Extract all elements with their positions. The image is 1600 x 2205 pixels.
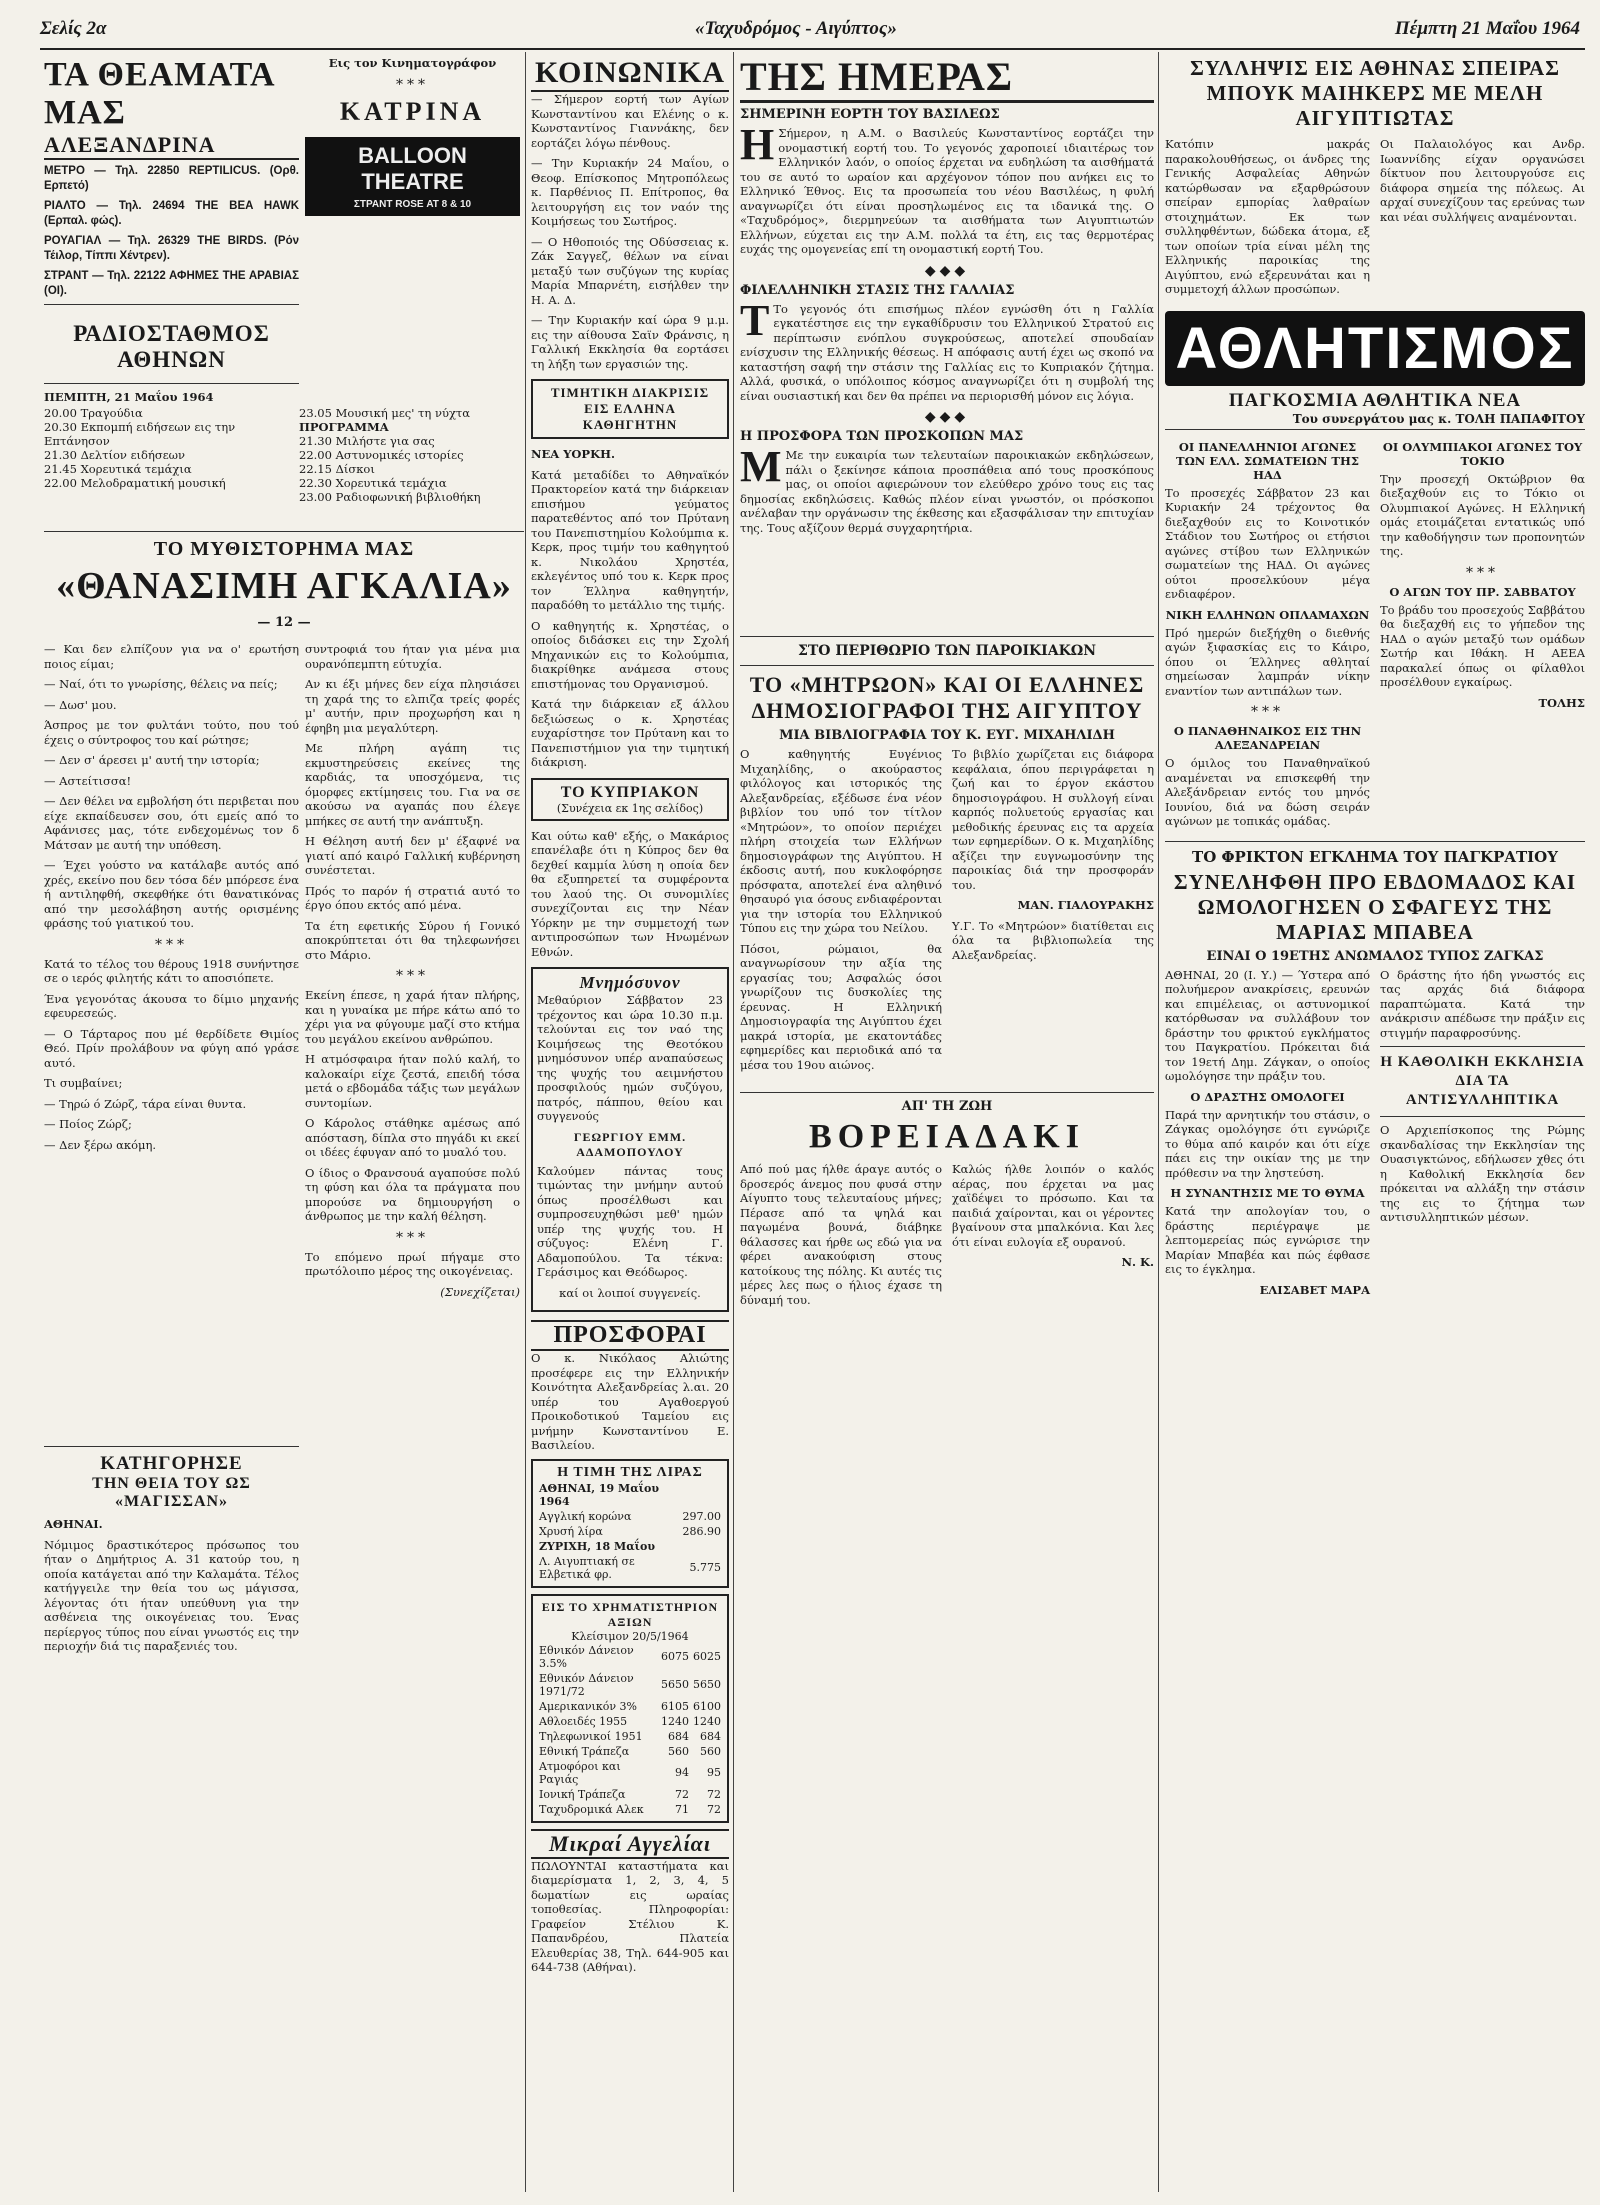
gold-value — [681, 1481, 724, 1509]
theatres-heading: ΤΑ ΘΕΑΜΑΤΑ ΜΑΣ — [44, 56, 274, 131]
novel-paragraph: — Ναί, ότι το γνωρίσης, θέλεις να πείς; — [44, 677, 278, 691]
athletics-subtitle: ΠΑΓΚΟΣΜΙΑ ΑΘΛΗΤΙΚΑ ΝΕΑ — [1228, 389, 1522, 411]
novel-paragraph: Ένα γεγονότας άκουσα το δίμιο μηχανής εφευρεσεώς. — [44, 991, 299, 1020]
table-row — [537, 1524, 723, 1539]
mitroon-subtitle: ΜΙΑ ΒΙΒΛΙΟΓΡΑΦΙΑ ΤΟΥ Κ. ΕΥΓ. ΜΙΧΑΗΛΙΔΗ — [779, 728, 1115, 743]
crime-subtitle: ΕΙΝΑΙ Ο 19ΕΤΗΣ ΑΝΩΜΑΛΟΣ ΤΥΠΟΣ ΖΑΓΚΑΣ — [1206, 948, 1544, 964]
novel-paragraph: — Ο Τάρταρος που μέ θερδίδετε Θιμίος Θεό. Πρίν προλάβουν να φύγη από γράσε αυτό. — [44, 1026, 299, 1070]
gold-price-title: Η ΤΙΜΗ ΤΗΣ ΛΙΡΑΣ — [557, 1464, 703, 1480]
meet-title: Η ΣΥΝΑΝΤΗΣΙΣ ΜΕ ΤΟ ΘΥΜΑ — [1170, 1186, 1365, 1200]
stock-value: 94 — [675, 1766, 689, 1779]
stock-value: 72 — [707, 1802, 721, 1816]
novel-body-right — [305, 642, 520, 2182]
stocks-box — [531, 1594, 729, 1823]
footer-signature: ΕΛΙΣΑΒΕΤ ΜΑΡΑ — [1259, 1282, 1370, 1297]
social-item: — Ο Ηθοποιός της Οδύσσειας κ. Ζάκ Σαγγεζ, θέλων να είναι μεταξύ των συζύγων της κυρίας Μαρία Μπαρνέτη, εισήλθεν την Η. Α. Δ. — [531, 234, 729, 307]
radio-slot: 21.30 Μιλήστε για σας — [299, 434, 435, 448]
stock-value: 5650 — [693, 1678, 721, 1691]
radio-slot: 22.00 Αστυνομικές ιστορίες — [299, 448, 464, 462]
novel-paragraph: — Δεν σ' άρεσει μ' αυτή την ιστορία; — [44, 753, 260, 767]
katrina-kicker: Εις τον Κινηματογράφον — [328, 56, 497, 70]
column-mitroon — [740, 630, 1154, 2190]
novel-paragraph: Εκείνη έπεσε, η χαρά ήταν πλήρης, και η γυναίκα με πήρε κάτω από το χέρι για να φύγουμε μαζί στο κτήμα του μεγάλου εκείνου ανθρώπου. — [305, 988, 520, 1046]
mitroon-postscript: Υ.Γ. Το «Μητρώον» διατίθεται εις όλα τα βιβλιοπωλεία της Αλεξανδρείας. — [952, 918, 1154, 962]
alexandria-heading: ΑΛΕΞΑΝΔΡΙΝΑ — [44, 132, 299, 160]
novel-paragraph: — Δωσ' μου. — [44, 697, 117, 712]
stock-value: 5650 — [661, 1678, 689, 1691]
table-row — [537, 1481, 723, 1509]
gold-label: ΑΘΗΝΑΙ, 19 Μαΐου 1964 — [539, 1481, 659, 1508]
sports-paragraph: Το προσεχές Σάββατον 23 και Κυριακήν 24 τρέχοντος θα διεξαχθούν εις το Κοινοτικόν Στάδιον του Σωτήρος οι ετήσιοι αγώνες στίβου των Ελληνικών σωματείων της ΗΑΔ. Οι αγώνες ούτοι προσελκύουν μέγα ενδιαφέρον. — [1165, 485, 1370, 601]
arrest-paragraph: Οι Παλαιολόγος και Ανδρ. Ιωαννίδης είχαν οργανώσει δίκτυον που λειτουργούσε εις διάφορα σημεία της πόλεως. Αι αρχαί συνεχίζουν τας ερεύνας των και νέαι συλλήψεις αναμένονται. — [1380, 137, 1585, 224]
cinema-listing: ΜΕΤΡΟ — Τηλ. 22850 REPTILICUS. (Ορθ. Ερπετό) — [44, 165, 299, 192]
dropcap: Η — [740, 120, 775, 169]
novel-paragraph: Ο ίδιος ο Φρανσουά αγαπούσε πολύ τη φύση και όλα τα πράγματα που μπορούσε να δημιουργήση ο άνθρωπος με την καλή θέληση. — [305, 1165, 520, 1223]
section-stars: *** — [396, 76, 429, 93]
life-title: ΒΟΡΕΙΑΔΑΚΙ — [809, 1118, 1085, 1155]
stock-name: Ατμοφόροι και Ραγιάς — [539, 1759, 621, 1786]
scouts-title: Η ΠΡΟΣΦΟΡΑ ΤΩΝ ΠΡΟΣΚΟΠΩΝ ΜΑΣ — [740, 429, 1024, 444]
tribute-paragraph: Ο καθηγητής κ. Χρηστέας, ο οποίος διδάσκει εις την Σχολή Μηχανικών εις το Κολούμπια, διακρίθηκε ανάμεσα στους επιστήμονας του Οργανισμού. — [531, 618, 729, 691]
stock-value: 71 — [675, 1802, 689, 1816]
column-divider — [733, 52, 734, 2192]
classified-paragraph: ΠΩΛΟΥΝΤΑΙ καταστήματα και διαμερίσματα 1, 2, 3, 4, 5 δωματίων εις ωραίας τοποθεσίας. Πληροφορίαι: Γραφείον Στέλιου Κ. Παπανδρέου, Πλατεία Ελευθερίας 38, Τηλ. 644-905 και 644-738 (Αθήναι). — [531, 1858, 729, 1974]
sports-headline: ΝΙΚΗ ΕΛΛΗΝΩΝ ΟΠΛΑΜΑΧΩΝ — [1165, 607, 1370, 622]
table-row — [537, 1509, 723, 1524]
balloon-theatre-title: BALLOON THEATRE — [358, 142, 467, 194]
novel-paragraph: Κατά το τέλος του θέρους 1918 συνήντησε σε ο ιερός φιλητής κάτι το αποσιόπετε. — [44, 956, 299, 985]
table-row — [537, 1699, 723, 1714]
cyprus-headline-box — [531, 778, 729, 821]
novel-paragraph: Η Θέληση αυτή δεν μ' έξαφνέ να γιατί από καιρό Γαλλική κυβέρνηση συνέστεται. — [305, 834, 520, 877]
arrest-title: ΣΥΛΛΗΨΙΣ ΕΙΣ ΑΘΗΝΑΣ ΣΠΕΙΡΑΣ ΜΠΟΥΚ ΜΑΙΗΚΕΡΣ ΜΕ ΜΕΛΗ ΑΙΓΥΠΤΙΩΤΑΣ — [1190, 56, 1560, 130]
social-item: — Την Κυριακήν 24 Μαΐου, ο Θεοφ. Επίσκοπος Μητροπόλεως κ. Παρθένιος Π. Επίτροπος, θα λειτουργήση εις τον ναόν της Κοιμήσεως του Σωτήρος. — [531, 156, 729, 228]
column-divider — [525, 52, 526, 2192]
kings-nameday-text: Σήμερον, η Α.Μ. ο Βασιλεύς Κωνσταντίνος εορτάζει την ονομαστική εορτή του. Το γεγονός χαροποιεί ιδιαιτέρως τον Ελληνικόν λαόν, ο οποίος έρχεται να ευδηλώση τα αισθήματά του σε αυτό το ωραίον και αρχέγονον τόπον που ανήκει εις το Ελληνικό Έθνος. Εις τα προσωπεία του νέου Βασιλέως, η φυλή αναγνωρίζει ότι είναι προσηλωμένος εις τα ιδανικά της. Ο «Ταχυδρόμος», διερμηνεύων τα αισθήματα των Αιγυπτιωτών Ελλήνων, εύχεται εις την Α.Μ. πολλά τα έτη, εις τας θερμοτέρας ευχάς της ομογενείας επί τη ονομαστική εορτή Του. — [740, 126, 1154, 256]
section-stars: *** — [155, 936, 188, 953]
stock-name: Εθνική Τράπεζα — [539, 1744, 630, 1758]
novel-paragraph: Άσπρος με τον φυλτάνι τούτο, που τού έχεις ο σύντροφος του καί ρώτησε; — [44, 718, 299, 747]
section-stars: *** — [396, 968, 429, 984]
kings-nameday-paragraph — [740, 120, 1154, 257]
column-divider — [1158, 52, 1159, 2192]
stock-value: 6075 — [661, 1650, 689, 1663]
novel-paragraph: Τι συμβαίνει; — [44, 1076, 123, 1090]
novel-signature: (Συνεχίζεται) — [440, 1284, 520, 1299]
novel-header — [44, 525, 524, 640]
masthead — [40, 18, 1580, 48]
novel-paragraph: — Και δεν ελπίζουν για να ο' ερωτήση ποιος είμαι; — [44, 642, 299, 671]
section-stars: ◆◆◆ — [924, 262, 970, 279]
masthead-rule — [40, 48, 1585, 50]
balloon-theatre-subtitle: ΣΤΡΑΝΤ ROSE ΑΤ 8 & 10 — [353, 198, 472, 210]
stock-value: 6025 — [693, 1650, 721, 1663]
novel-paragraph: Με πλήρη αγάπη τις εκμυστηρεύσεις εκείνες της καρδιάς, τα υποσχόμενα, τις όμορφες εκτίμησεις του. Για να σε ακούσω να αγαπάς που έλεγε μπήκες σε αυτή την ανάπτυξη. — [305, 741, 520, 828]
table-row — [537, 1759, 723, 1787]
crime-kicker: ΤΟ ΦΡΙΚΤΟΝ ΕΓΚΛΗΜΑ ΤΟΥ ΠΑΓΚΡΑΤΙΟΥ — [1192, 847, 1558, 866]
meet-paragraph: Κατά την απολογίαν του, ο δράστης περιέγραψε με λεπτομερείας πώς εγνώρισε την Μαρίαν Μπαβέα και πώς έφθασε εις το έγκλημα. — [1165, 1204, 1370, 1276]
cyprus-paragraph: Και ούτω καθ' εξής, ο Μακάριος επανέλαβε ότι η Κύπρος δεν θα δεχθεί καμμία λύση η οποία δεν θα εξυπηρετεί τα συμφέροντα του λαού της. Οι συνομιλίες συνεχίζονται εις την Νέαν Υόρκην με την συμμετοχή των αντιπροσώπων των Ηνωμένων Εθνών. — [531, 828, 729, 959]
section-rule — [1380, 1046, 1585, 1047]
gold-label: Λ. Αιγυπτιακή σε Ελβετικά φρ. — [539, 1554, 635, 1581]
gold-price-table — [537, 1481, 723, 1582]
category-story — [44, 1440, 299, 2190]
confess-title: Ο ΔΡΑΣΤΗΣ ΟΜΟΛΟΓΕΙ — [1190, 1089, 1345, 1104]
radio-slot: 22.15 Δίσκοι — [299, 462, 375, 476]
novel-paragraph: — Αστείτισσα! — [44, 773, 132, 788]
confess-paragraph: Παρά την αρνητικήν του στάσιν, ο Ζάγκας ομολόγησε ότι εγνώριζε το θύμα από καιρόν και ότι είχε πάει εις την οικίαν της με την πρόθεσιν να την ληστεύση. — [1165, 1107, 1370, 1180]
category-subtitle: ΤΗΝ ΘΕΙΑ ΤΟΥ ΩΣ «ΜΑΓΙΣΣΑΝ» — [92, 1475, 251, 1510]
sports-paragraph: Την προσεχή Οκτώβριον θα διεξαχθούν εις το Τόκιο οι Ολυμπιακοί Αγώνες. Η Ελληνική ομάς ετοιμάζεται εντατικώς υπό την καθοδήγησιν των προπονητών της. — [1380, 471, 1585, 558]
athletics-banner: ΑΘΛΗΤΙΣΜΟΣ — [1165, 311, 1585, 386]
tribute-paragraph: Κατά μεταδίδει το Αθηναϊκόν Πρακτορείον κατά την διάρκειαν επισήμου γεύματος παρατεθέντος από τον Πρύτανη του Πανεπιστημίου Κολούμπια κ. Κερκ, προς τιμήν του καθηγητού κ. Νικολάου Χρηστέα, εκλεγέντος υπό του κ. Κερκ προς τον Έλληνα καθηγητήν, παραδόθη το μετάλλιο της τιμής. — [531, 467, 729, 612]
crime-paragraph: ΑΘΗΝΑΙ, 20 (Ι. Υ.) — Ύστερα από πολυήμερον ανακρίσεις, ερευνών και επιμέλειας, οι αστυνομικοί κατόρθωσαν να συλλάβουν τον δράστην του φρικτού εγκλήματος του Παγκρατίου. Πρόκειται διά τον 19ετή Δημ. Ζάγκαν, ο οποίος ωμολόγησε την πράξιν του. — [1165, 967, 1370, 1083]
section-rule — [44, 304, 299, 305]
radio-heading: ΡΑΔΙΟΣΤΑΘΜΟΣ ΑΘΗΝΩΝ — [73, 321, 270, 372]
france-stance-paragraph — [740, 295, 1154, 404]
novel-paragraph: Η ατμόσφαιρα ήταν πολύ καλή, το καλοκαίρι είχε ζεστά, επειδή τόσα μετά ο εβδομάδα τάξις των μεγάλων συντομίων. — [305, 1052, 520, 1110]
table-row — [537, 1671, 723, 1699]
stock-name: Ιονική Τράπεζα — [539, 1787, 626, 1801]
cyprus-title: ΤΟ ΚΥΠΡΙΑΚΟΝ — [560, 783, 700, 801]
sports-headline: ΟΙ ΟΛΥΜΠΙΑΚΟΙ ΑΓΩΝΕΣ ΤΟΥ ΤΟΚΙΟ — [1382, 439, 1583, 468]
memorial-title: Μνημόσυνον — [579, 973, 681, 992]
table-row — [537, 1802, 723, 1817]
social-item: — Σήμερον εορτή των Αγίων Κωνσταντίνου και Ελένης ο κ. Κωνσταντίνος Γιαννάκης, δεν εορτάζει λόγω πένθους. — [531, 92, 729, 150]
gold-label: Αγγλική κορώνα — [539, 1509, 632, 1523]
stocks-table — [537, 1643, 723, 1817]
radio-slot: 22.00 Μελοδραματική μουσική — [44, 476, 226, 490]
tribute-title: ΤΙΜΗΤΙΚΗ ΔΙΑΚΡΙΣΙΣ ΕΙΣ ΕΛΛΗΝΑ ΚΑΘΗΓΗΤΗΝ — [550, 385, 710, 432]
sports-headline: ΟΙ ΠΑΝΕΛΛΗΝΙΟΙ ΑΓΩΝΕΣ ΤΩΝ ΕΛΛ. ΣΩΜΑΤΕΙΩΝ ΤΗΣ ΗΑΔ — [1176, 439, 1359, 482]
stock-value: 1240 — [693, 1714, 721, 1728]
tribute-headline-box — [531, 379, 729, 439]
category-dateline: ΑΘΗΝΑΙ. — [44, 1517, 103, 1531]
sports-paragraph: Το βράδυ του προσεχούς Σαββάτου θα διεξαχθή εις το γήπεδον της ΗΑΔ ο αγών μεταξύ των ομάδων Σωτήρ και Ιθάκη. Η ΑΕΕΑ παρακαλεί όπως οι φίλαθλοι προσέλθουν εγκαίρως. — [1380, 602, 1585, 689]
crime-paragraph: Ο δράστης ήτο ήδη γνωστός εις τας αρχάς διά διάφορα παραπτώματα. Κατά την ανάκρισιν απέδωσε την πράξιν εις στιγμήν παραφροσύνης. — [1380, 967, 1585, 1040]
dropcap: Τ — [740, 295, 770, 345]
stock-value: 72 — [707, 1787, 721, 1801]
memorial-paragraph: Καλούμεν πάντας τους τιμώντας την μνήμην αυτού όπως προσέλθωσι και συμπροσευχηθώσι μεθ' ημών υπέρ της ψυχής του. Η σύζυγος: Ελένη Γ. Αδαμοπούλου. Τα τέκνα: Γεράσιμος και Θεόδωρος. — [537, 1163, 723, 1279]
novel-paragraph: Πρός το παρόν ή στρατιά αυτό το έργο όπου εκτός από μένα. — [305, 883, 520, 912]
section-rule — [44, 1446, 299, 1447]
life-kicker: ΑΠ' ΤΗ ΖΩΗ — [901, 1099, 993, 1114]
novel-paragraph: συντροφιά του ήταν για μένα μια ουρανόπεμπτη εύτυχία. — [305, 642, 520, 671]
classified-title: Μικραί Αγγελίαι — [531, 1829, 729, 1859]
kings-nameday-title: ΣΗΜΕΡΙΝΗ ΕΟΡΤΗ ΤΟΥ ΒΑΣΙΛΕΩΣ — [740, 107, 1000, 122]
sports-signature: ΤΟΛΗΣ — [1538, 695, 1585, 710]
cyprus-subtitle: (Συνέχεια εκ 1ης σελίδος) — [556, 801, 704, 815]
gold-label: Χρυσή λίρα — [539, 1524, 603, 1538]
radio-slot: ΠΡΟΓΡΑΜΜΑ — [299, 420, 389, 434]
church-paragraph: Ο Αρχιεπίσκοπος της Ρώμης σκανδαλίσας την Εκκλησίαν της Ουασιγκτώνος, εδήλωσεν χθες ότι η Καθολική Εκκλησία δεν πρόκειται να αλλάξη την στάσιν της εις το ζήτημα των αντισυλληπτικών μέσων. — [1380, 1123, 1585, 1224]
sports-paragraph: Πρό ημερών διεξήχθη ο διεθνής αγών ξιφασκίας εις το Κάιρο, όπου οι Έλληνες αθληταί σημείωσαν λαμπράν νίκην εναντίον των αντιπάλων των. — [1165, 625, 1370, 698]
stock-value: 1240 — [661, 1714, 689, 1728]
stock-value: 95 — [707, 1766, 721, 1779]
offers-paragraph: Ο κ. Νικόλαος Αλιώτης προσέφερε εις την Ελληνικήν Κοινότητα Αλεξανδρείας λ.αι. 20 υπέρ του Αγαθοεργού Προικοδοτικού Ταμείου εις μνήμην Κωνσταντίνου Ε. Βασιλείου. — [531, 1351, 729, 1452]
section-rule — [1165, 841, 1585, 842]
crime-title: ΣΥΝΕΛΗΦΘΗ ΠΡΟ ΕΒΔΟΜΑΔΟΣ ΚΑΙ ΩΜΟΛΟΓΗΣΕΝ Ο ΣΦΑΓΕΥΣ ΤΗΣ ΜΑΡΙΑΣ ΜΠΑΒΕΑ — [1173, 869, 1577, 944]
gold-value — [681, 1539, 724, 1554]
mitroon-author: ΜΑΝ. ΓΙΑΛΟΥΡΑΚΗΣ — [1017, 898, 1154, 912]
life-signature: Ν. Κ. — [1121, 1255, 1154, 1269]
novel-paragraph: Ο Κάρολος στάθηκε αμέσως από απόσταση, δίπλα στο πηγάδι κι εκεί οι ιδέες έφυγαν από το μυαλό του. — [305, 1116, 520, 1159]
mitroon-paragraph: Πόσοι, ρώμαιοι, θα αναγνωρίσουν την αξία της εργασίας του; Ασφαλώς όσοι γνωρίζουν τις δυσκολίες της έρευνας. Η Ελληνική Δημοσιογραφία της Αιγύπτου έχει μακρά ιστορία, με εκατοντάδες εφημερίδες και περιοδικά από τα μέσα του 19ου αιώνος. — [740, 941, 942, 1072]
table-row — [537, 1554, 723, 1582]
life-paragraph: Καλώς ήλθε λοιπόν ο καλός αέρας, που έρχεται να μας χαϊδέψει το πρόσωπο. Και τα παιδιά χαίρονται, και οι γέροντες βγαίνουν στα μπαλκόνια. Και λες ότι είναι ευλογία εξ ουρανού. — [952, 1162, 1154, 1249]
radio-slot: 23.00 Ραδιοφωνική βιβλιοθήκη — [299, 490, 481, 504]
category-paragraph: Νόμιμος δραστικότερος πρόσωπος του ήταν ο Δημήτριος Α. 31 κατούρ του, η οποία κατάγεται από την Καλαμάτα. Τέλος κατήγγειλε την θεία του ως μάγισσα, λέγοντας ότι ήταν υπεύθυνη για την ασθένεια της οικογένειας του. Ένας περίεργος τύπος που είναι γνωστός εις την περιοχήν διά τις παραξενιές του. — [44, 1537, 299, 1653]
section-stars: ◆◆◆ — [924, 409, 970, 425]
section-rule — [740, 665, 1154, 666]
memorial-name: ΓΕΩΡΓΙΟΥ ΕΜΜ. ΑΔΑΜΟΠΟΥΛΟΥ — [573, 1129, 687, 1159]
section-stars: *** — [1251, 704, 1284, 720]
gold-value: 297.00 — [682, 1509, 721, 1523]
table-row — [537, 1714, 723, 1729]
column-katrina — [305, 56, 520, 286]
section-rule — [1380, 1116, 1585, 1117]
gold-value: 5.775 — [689, 1561, 721, 1574]
radio-slot: 20.00 Τραγούδια — [44, 406, 143, 420]
stock-value: 560 — [700, 1744, 721, 1758]
novel-paragraph: — Έχει γούστο να κατάλαβε αυτός από χρές, εκείνο που δεν τόσα δέν μπόρεσε ένα ή αντιληφθή, σκεφθήκε ότι θανατικόνας από την μεσολάβηση αυτής ορισμένης φράσης τού γιατικού του. — [44, 858, 299, 930]
parish-margin-banner: ΣΤΟ ΠΕΡΙΘΩΡΙΟ ΤΩΝ ΠΑΡΟΙΚΙΑΚΩΝ — [797, 643, 1097, 659]
balloon-theatre-ad — [305, 137, 520, 216]
stock-name: Εθνικόν Δάνειον 1971/72 — [539, 1671, 634, 1698]
section-rule — [740, 636, 1154, 637]
radio-date: ΠΕΜΠΤΗ, 21 Μαΐου 1964 — [44, 390, 214, 404]
mitroon-paragraph: Το βιβλίο χωρίζεται εις διάφορα κεφάλαια, όπου περιγράφεται η ζωή και το έργον εκάστου δημοσιογράφου. Η συλλογή είναι καρπός πολυετούς εργασίας και μεθοδικής έρευνας εις τα αρχεία των εφημερίδων. Ο κ. Μιχαηλίδης αξίζει την ευγνωμοσύνην της παροικίας διά την προσφοράν του. — [952, 747, 1154, 892]
novel-paragraph: — Δεν ξέρω ακόμη. — [44, 1137, 157, 1152]
stock-value: 684 — [668, 1729, 689, 1743]
stock-value: 6105 — [661, 1699, 689, 1713]
stock-name: Αμερικανικόν 3% — [539, 1699, 638, 1713]
novel-paragraph: — Τηρώ ό Ζώρζ, τάρα είναι θυντα. — [44, 1096, 247, 1111]
cinema-listing: ΣΤΡΑΝΤ — Τηλ. 22122 ΑΦΗΜΕΣ ΤΗΕ ΑΡΑΒΙΑΣ (ΟΙ). — [44, 270, 299, 297]
page-number: Σελίς 2α — [40, 18, 107, 39]
scouts-text: Με την ευκαιρία των τελευταίων παροικιακών εκδηλώσεων, πάλι ο ξεκίνησε κάποια προσπάθεια από τους προσκόπους μας, οι οποίοι αφιερώνουν τον ελεύθερο χρόνο τους εις τας δημοσίας εκδηλώσεις. Καθώς πλέον είναι γνωστόν, οι πρόσκοποι ανέλαβαν την οργάνωσιν της έκθεσης και εξασφάλισαν την επιτυχίαν της. Τους αξίζουν θερμά συγχαρητήρια. — [740, 448, 1154, 535]
of-the-day-title: ΤΗΣ ΗΜΕΡΑΣ — [740, 56, 1154, 103]
stock-value: 72 — [675, 1787, 689, 1801]
column-social — [531, 56, 729, 2196]
column-arrest-sports — [1165, 56, 1585, 2196]
novel-body-left — [44, 642, 299, 1202]
section-stars: *** — [1466, 564, 1499, 581]
stock-name: Ταχυδρομικά Αλεκ — [539, 1802, 644, 1816]
sports-headline: Ο ΑΓΩΝ ΤΟΥ ΠΡ. ΣΑΒΒΑΤΟΥ — [1389, 584, 1576, 599]
stocks-subtitle: Κλείσιμον 20/5/1964 — [571, 1629, 689, 1643]
newspaper-name: «Ταχυδρόμος - Αιγύπτος» — [695, 18, 897, 39]
memorial-paragraph: Μεθαύριον Σάββατον 23 τρέχοντος και ώρα 10.30 π.μ. τελούνται εις τον ναό της Κοιμήσεως της Θεοτόκου μνημόσυνον υπέρ αναπαύσεως της ψυχής του αειμνήστου προσφιλούς ημών συζύγου, πατρός, πάππου, θείου και συγγενούς — [537, 993, 723, 1123]
novel-paragraph: Αν κι έξι μήνες δεν είχα πλησιάσει τη χαρά της το ελπιζα τρείς φορές μ' αυτήν, πριν προχωρήση και η έφηβη μια μεγαλύτερη. — [305, 677, 520, 735]
scouts-paragraph — [740, 442, 1154, 535]
cinema-listing: ΡΙΑΛΤΟ — Τηλ. 24694 THE BEA HAWK (Ερπαλ. φώς). — [44, 200, 299, 227]
mitroon-paragraph: Ο καθηγητής Ευγένιος Μιχαηλίδης, ο ακούραστος φιλόλογος και ιστορικός της Αλεξανδρείας, εξέδωσε ένα νέον βιβλίον του υπό τον τίτλον «Μητρώον», το οποίον περιέχει πλήρη στοιχεία των Ελλήνων δημοσιογράφων της Αιγύπτου. Η έκδοσις αυτή, που κυκλοφόρησε πρόσφατα, αποτελεί ένα αληθινό θησαυρό για όσους ενδιαφέρονται για την ιστορία του Ελληνικού Τύπου εις την χώρα του Νείλου. — [740, 747, 942, 935]
stock-value: 6100 — [693, 1699, 721, 1713]
stock-name: Εθνικόν Δάνειον 3.5% — [539, 1643, 634, 1670]
memorial-signoff: καί οι λοιποί συγγενείς. — [559, 1285, 701, 1300]
social-item: — Την Κυριακήν καί ώρα 9 μ.μ. εις την αίθουσα Σαϊν Φράνσις, η Γαλλική Εκκλησία θα εορτάσει τη λήξη των εργασιών της. — [531, 313, 729, 371]
column-of-the-day — [740, 56, 1154, 626]
social-heading: ΚΟΙΝΩΝΙΚΑ — [531, 56, 729, 92]
issue-date: Πέμπτη 21 Μαΐου 1964 — [1394, 18, 1580, 39]
radio-slot: 21.30 Δελτίον ειδήσεων — [44, 448, 186, 462]
gold-price-box — [531, 1459, 729, 1588]
cinema-listing: ΡΟΥΑΓΙΑΛ — Τηλ. 26329 THE BIRDS. (Ρόν Τέιλορ, Τίππι Χέντρεν). — [44, 235, 299, 262]
dropcap: Μ — [740, 442, 782, 491]
radio-slot: 22.30 Χορευτικά τεμάχια — [299, 476, 447, 490]
section-rule — [44, 383, 299, 384]
gold-label: ΖΥΡΙΧΗ, 18 Μαΐου — [539, 1539, 655, 1553]
table-row — [537, 1643, 723, 1671]
section-rule — [44, 531, 524, 532]
tribute-dateline: ΝΕΑ ΥΟΡΚΗ. — [531, 447, 615, 461]
stocks-title: ΕΙΣ ΤΟ ΧΡΗΜΑΤΙΣΤΗΡΙΟΝ ΑΞΙΩΝ — [541, 1599, 719, 1629]
novel-title: «ΘΑΝΑΣΙΜΗ ΑΓΚΑΛΙΑ» — [56, 565, 512, 607]
mitroon-title: ΤΟ «ΜΗΤΡΩΟΝ» ΚΑΙ ΟΙ ΕΛΛΗΝΕΣ ΔΗΜΟΣΙΟΓΡΑΦΟΙ ΤΗΣ ΑΙΓΥΠΤΟΥ — [749, 672, 1145, 723]
novel-chapter: — 12 — — [257, 615, 311, 630]
sports-headline: Ο ΠΑΝΑΘΗΝΑΙΚΟΣ ΕΙΣ ΤΗΝ ΑΛΕΞΑΝΔΡΕΙΑΝ — [1173, 724, 1362, 752]
novel-paragraph: Τα έτη εφετικής Σύρου ή Γονικό αποκρύπτεται ότι θα τηλεφωνήσει στο Μάριο. — [305, 918, 520, 962]
church-title: Η ΚΑΘΟΛΙΚΗ ΕΚΚΛΗΣΙΑ ΔΙΑ ΤΑ ΑΝΤΙΣΥΛΛΗΠΤΙΚΑ — [1380, 1054, 1585, 1108]
table-row — [537, 1744, 723, 1759]
table-row — [537, 1729, 723, 1744]
table-row — [537, 1539, 723, 1554]
tribute-paragraph: Κατά την διάρκειαν εξ άλλου δεξιώσεως ο κ. Χρηστέας ευχαρίστησε τον Πρύτανη και το Πανεπιστήμιον για την τιμητική διάκριση. — [531, 697, 729, 769]
radio-slot: 23.05 Μουσική μες' τη νύχτα — [299, 406, 471, 420]
gold-value: 286.90 — [682, 1524, 721, 1538]
category-title: ΚΑΤΗΓΟΡΗΣΕ — [100, 1453, 243, 1474]
novel-kicker: ΤΟ ΜΥΘΙΣΤΟΡΗΜΑ ΜΑΣ — [153, 538, 415, 560]
france-stance-text: Το γεγονός ότι επισήμως πλέον εγνώσθη ότι η Γαλλία εγκατέστησε εις την εγκαθίδρυσιν του Ελληνικού Στρατού εις περίπτωσιν ενόπλου συγκρούσεως, αποτελεί σπουδαίαν ενίσχυσιν της Ελληνικής θέσεως. Η απόφασις αυτή έχει ως σκοπό να καταστήση σαφή την στάσιν της Γαλλίας εις το Κυπριακόν ζήτημα. Αλλά, φυσικά, ο υπόλοιπος κόσμος αναγνωρίζει ότι η συμβολή της είναι ουσιαστική και δεν θα πρέπει να περιορισθή μόνον εις λόγια. — [740, 301, 1154, 403]
stock-value: 684 — [700, 1729, 721, 1743]
novel-paragraph: Το επόμενο πρωί πήγαμε στο πρωτόλοιπο μέρος της οικογένειας. — [305, 1249, 520, 1278]
stock-name: Τηλεφωνικοί 1951 — [539, 1729, 643, 1743]
novel-paragraph: — Ποίος Ζώρζ; — [44, 1117, 132, 1131]
section-stars: *** — [396, 1229, 429, 1246]
arrest-paragraph: Κατόπιν μακράς παρακολουθήσεως, οι άνδρες της Γενικής Ασφαλείας Αθηνών κατώρθωσαν να εξαρθρώσουν σπείραν εμπορίας λαθραίων στοιχημάτων. Εκ των συλληφθέντων, δώδεκα άτομα, εξ των οποίων τρία είναι μέλη της Ελληνικής παροικίας της Αιγύπτου, ενώ εξερευνάται και η συμμετοχή άλλων προσώπων. — [1165, 137, 1370, 296]
offers-title: ΠΡΟΣΦΟΡΑΙ — [531, 1320, 729, 1351]
radio-slot: 20.30 Εκπομπή ειδήσεων εις την Επτάνησον — [44, 420, 236, 448]
stock-name: Αθλοειδές 1955 — [539, 1714, 628, 1728]
stock-value: 560 — [668, 1744, 689, 1758]
radio-program — [44, 390, 524, 520]
table-row — [537, 1787, 723, 1802]
katrina-title: ΚΑΤΡΙΝΑ — [339, 96, 486, 126]
sports-paragraph: Ο όμιλος του Παναθηναϊκού αναμένεται να επισκεφθή την Αλεξάνδρειαν εντός του μηνός Ιουνίου, διά να δώση σειράν αγώνων με τοπικάς ομάδας. — [1165, 756, 1370, 828]
athletics-byline: Του συνεργάτου μας κ. ΤΟΛΗ ΠΑΠΑΦΙΤΟΥ — [1165, 412, 1585, 430]
radio-slot: 21.45 Χορευτικά τεμάχια — [44, 462, 192, 476]
france-stance-title: ΦΙΛΕΛΛΗΝΙΚΗ ΣΤΑΣΙΣ ΤΗΣ ΓΑΛΛΙΑΣ — [740, 282, 1015, 298]
section-rule — [740, 1092, 1154, 1093]
novel-paragraph: — Δεν θέλει να εμβολήση ότι περιβεται που είχε εκπαίδευσεν σου, ότι εμείς από το Αφάνισες μας, τότε ενδεχομένως τον δ Μάτσαν με αυτή την υπόθεση. — [44, 794, 299, 852]
memorial-notice — [531, 967, 729, 1312]
life-paragraph: Από πού μας ήλθε άραγε αυτός ο δροσερός άνεμος που φυσά στην Αίγυπτο τους τελευταίους μήνες; Πέρασε από τα ψηλά και παγωμένα βουνά, διάβηκε θάλασσες και ήρθε ως εδώ για να φέρει ανακούφιση στους κατοίκους της πόλης. Κι αυτές τις μέρες λες πως ο ήλιος έχασε τη δύναμή του. — [740, 1162, 942, 1307]
